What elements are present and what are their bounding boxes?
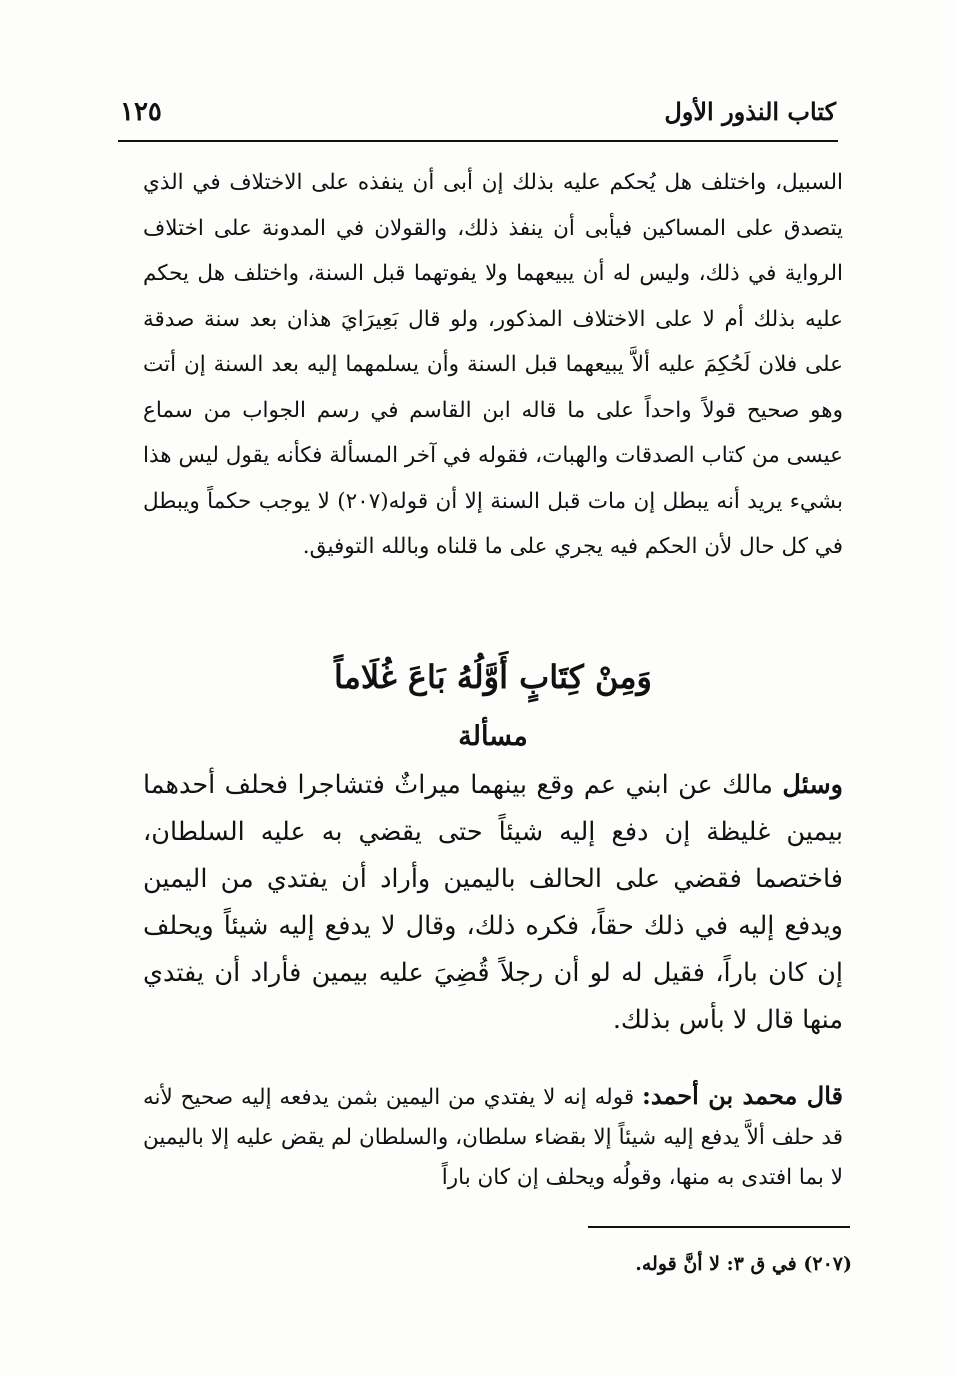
paragraph-2-body: مالك عن ابني عم وقع بينهما ميراثٌ فتشاجرا فحلف أحدهما بيمين غليظة إن دفع إليه شيئاً حتى يقضي به عليه السلطان، فاختصما فقضي على الحالف باليمين وأراد أن يفتدي من اليمين ويدفع إليه في ذلك حقاً، فكره ذلك، وقال لا يدفع إليه شيئاً ويحلف إن كان باراً، فقيل له لو أن رجلاً قُضِيَ عليه بيمين فأراد أن يفتدي منها قال لا بأس بذلك. [143,770,843,1035]
paragraph-3-body: قوله إنه لا يفتدي من اليمين بثمن يدفعه إليه صحيح لأنه قد حلف ألاَّ يدفع إليه شيئاً إلا بقضاء سلطان، والسلطان لم يقض عليه إلا باليمين لا بما افتدى به منها، وقولُه ويحلف إن كان باراً [143,1085,843,1190]
paragraph-3-lead: قال محمد بن أحمد: [641,1081,843,1110]
page-number: ١٢٥ [120,97,162,127]
footnote-rule [588,1226,850,1228]
section-heading: وَمِنْ كِتَابٍ أَوَّلُهُ بَاعَ غُلَاماً [334,658,652,696]
paragraph-3 [143,1076,843,1198]
sub-heading: مسألة [458,721,528,752]
running-header [120,92,836,136]
paragraph-1: السبيل، واختلف هل يُحكم عليه بذلك إن أبى أن ينفذه على الاختلاف في الذي يتصدق على المساكين فيأبى أن ينفذ ذلك، والقولان في المدونة على اختلاف الرواية في ذلك، وليس له أن يبيعهما ولا يفوتهما قبل السنة، واختلف هل يحكم عليه بذلك أم لا على الاختلاف المذكور، ولو قال بَعِيرَايَ هذان بعد سنة صدقة على فلان لَحُكِمَ عليه ألاَّ يبيعهما قبل السنة وأن يسلمهما إليه بعد السنة إن أتت وهو صحيح قولاً واحداً على ما قاله ابن القاسم في رسم الجواب من سماع عيسى من كتاب الصدقات والهبات، فقوله في آخر المسألة فكأنه يقول ليس هذا بشيء يريد أنه يبطل إن مات قبل السنة إلا أن قوله(٢٠٧) لا يوجب حكماً ويبطل في كل حال لأن الحكم فيه يجري على ما قلناه وبالله التوفيق. [143,170,843,559]
paragraph-2-lead: وسئل [782,770,843,800]
running-title: كتاب النذور الأول [664,97,836,126]
header-rule [118,140,838,142]
footnote: (٢٠٧) في ق ٣: لا أنَّ قوله. [635,1253,852,1275]
paragraph-2 [143,762,843,1044]
